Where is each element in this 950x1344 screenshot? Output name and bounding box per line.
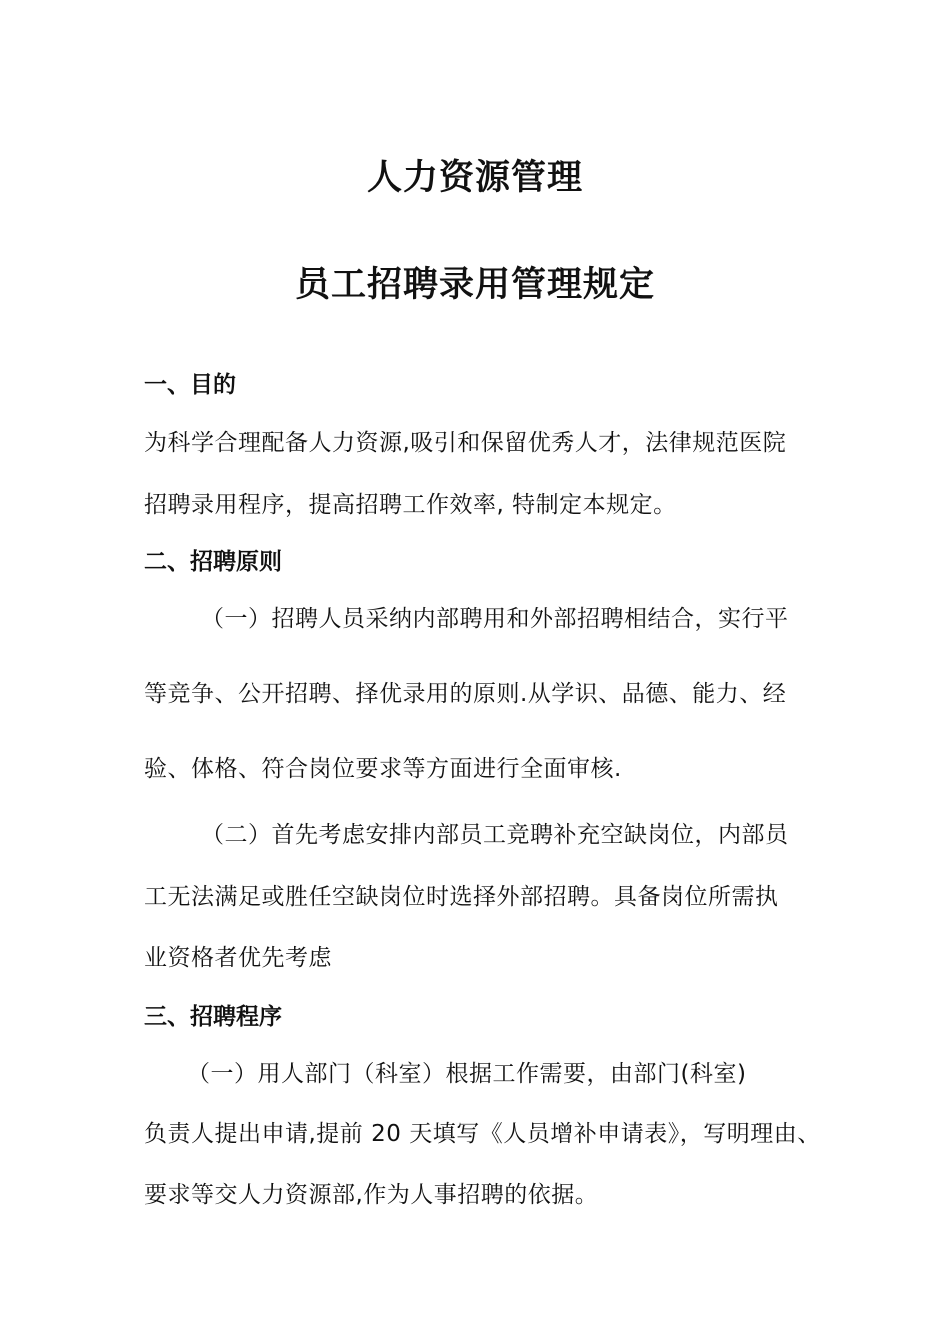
paragraph-line: （二）首先考虑安排内部员工竞聘补充空缺岗位，内部员: [201, 822, 789, 848]
paragraph-line: 负责人提出申请,提前 20 天填写《人员增补申请表》，写明理由、: [144, 1121, 821, 1147]
document-subtitle: 员工招聘录用管理规定: [294, 265, 655, 305]
paragraph-line: 业资格者优先考虑: [144, 945, 332, 971]
section-heading-principles: 二、招聘原则: [144, 549, 282, 575]
paragraph-line: （一）招聘人员采纳内部聘用和外部招聘相结合，实行平: [201, 606, 789, 632]
paragraph-line: 工无法满足或胜任空缺岗位时选择外部招聘。具备岗位所需执: [144, 884, 779, 910]
paragraph-line: 招聘录用程序，提高招聘工作效率, 特制定本规定。: [144, 492, 677, 518]
paragraph-line: 验、体格、符合岗位要求等方面进行全面审核.: [144, 756, 622, 782]
paragraph-line: 为科学合理配备人力资源,吸引和保留优秀人才，法律规范医院: [144, 430, 787, 456]
section-heading-purpose: 一、目的: [144, 372, 236, 398]
paragraph-line: （一）用人部门（科室）根据工作需要，由部门(科室): [187, 1061, 747, 1087]
section-heading-procedure: 三、招聘程序: [144, 1004, 282, 1030]
paragraph-line: 等竞争、公开招聘、择优录用的原则.从学识、品德、能力、经: [144, 681, 787, 707]
document-title: 人力资源管理: [366, 158, 583, 198]
paragraph-line: 要求等交人力资源部,作为人事招聘的依据。: [144, 1182, 599, 1208]
